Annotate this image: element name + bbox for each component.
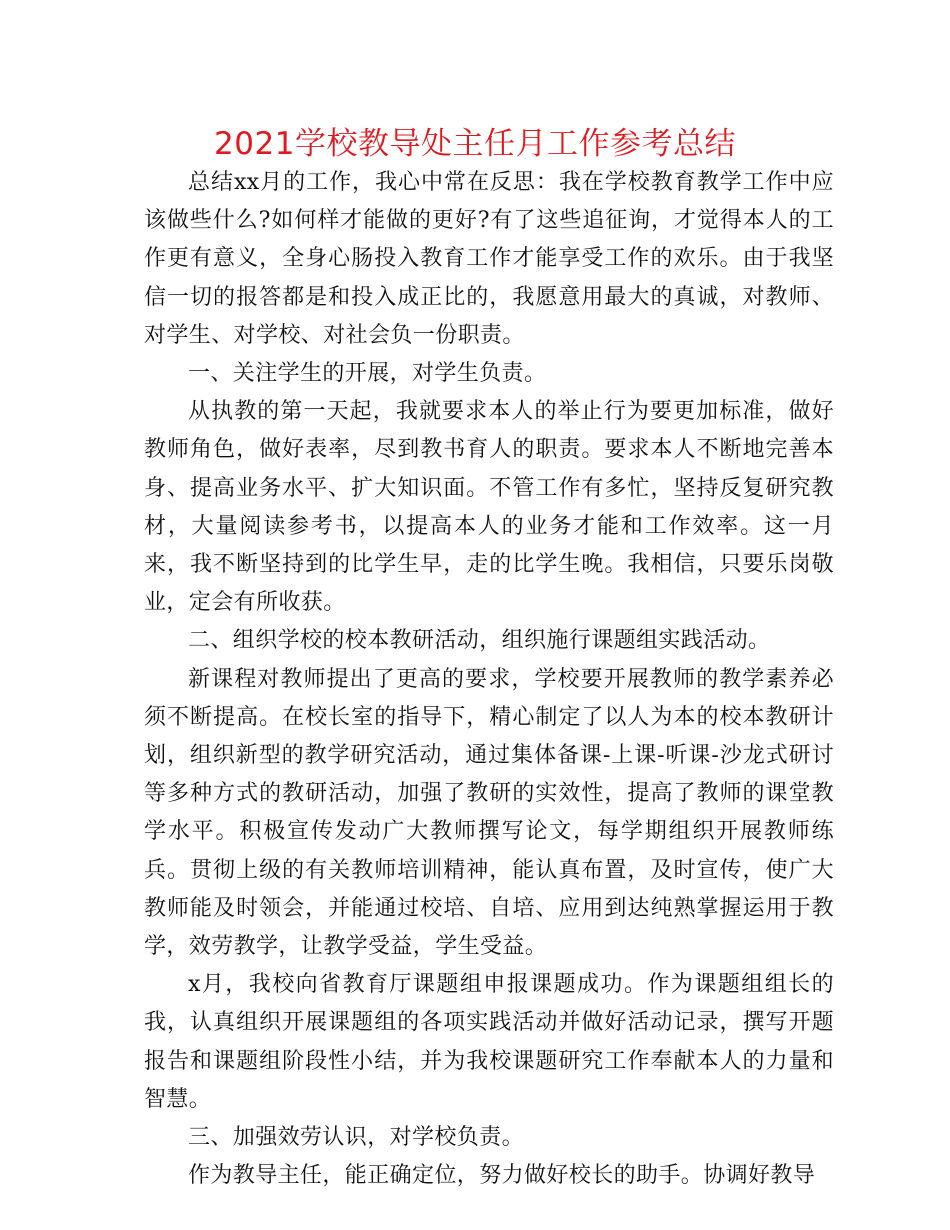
document-title: 2021学校教导处主任月工作参考总结 bbox=[214, 126, 736, 162]
paragraph-section-2: 新课程对教师提出了更高的要求，学校要开展教师的教学素养必须不断提高。在校长室的指导下，精心制定了以人为本的校本教研计划，组织新型的教学研究活动，通过集体备课-上课-听课-沙龙式研讨等多种方式的教研活动，加强了教研的实效性，提高了教师的课堂教学水平。积极宣传发动广大教师撰写论文，每学期组织开展教师练兵。贯彻上级的有关教师培训精神，能认真布置，及时宣传，使广大教师能及时领会，并能通过校培、自培、应用到达纯熟掌握运用于教学，效劳教学，让教学受益，学生受益。 bbox=[144, 666, 834, 960]
paragraph-section-3: 作为教导主任，能正确定位，努力做好校长的助手。协调好教导 bbox=[188, 1163, 816, 1189]
paragraph-section-2b: x月，我校向省教育厅课题组申报课题成功。作为课题组组长的我，认真组织开展课题组的各项实践活动并做好活动记录，撰写开题报告和课题组阶段性小结，并为我校课题研究工作奉献本人的力量和智慧。 bbox=[144, 972, 834, 1112]
section-heading-2: 二、组织学校的校本教研活动，组织施行课题组实践活动。 bbox=[188, 628, 771, 654]
section-heading-3: 三、加强效劳认识，对学校负责。 bbox=[188, 1125, 525, 1151]
document-body bbox=[144, 164, 834, 1195]
paragraph-section-1: 从执教的第一天起，我就要求本人的举止行为要更加标准，做好教师角色，做好表率，尽到教书育人的职责。要求本人不断地完善本身、提高业务水平、扩大知识面。不管工作有多忙，坚持反复研究教材，大量阅读参考书，以提高本人的业务才能和工作效率。这一月来，我不断坚持到的比学生早，走的比学生晚。我相信，只要乐岗敬业，定会有所收获。 bbox=[144, 399, 834, 616]
paragraph-intro: 总结xx月的工作，我心中常在反思：我在学校教育教学工作中应该做些什么?如何样才能做的更好?有了这些追征询，才觉得本人的工作更有意义，全身心肠投入教育工作才能享受工作的欢乐。由于我坚信一切的报答都是和投入成正比的，我愿意用最大的真诚，对教师、对学生、对学校、对社会负一份职责。 bbox=[144, 170, 834, 348]
section-heading-1: 一、关注学生的开展，对学生负责。 bbox=[188, 361, 547, 387]
